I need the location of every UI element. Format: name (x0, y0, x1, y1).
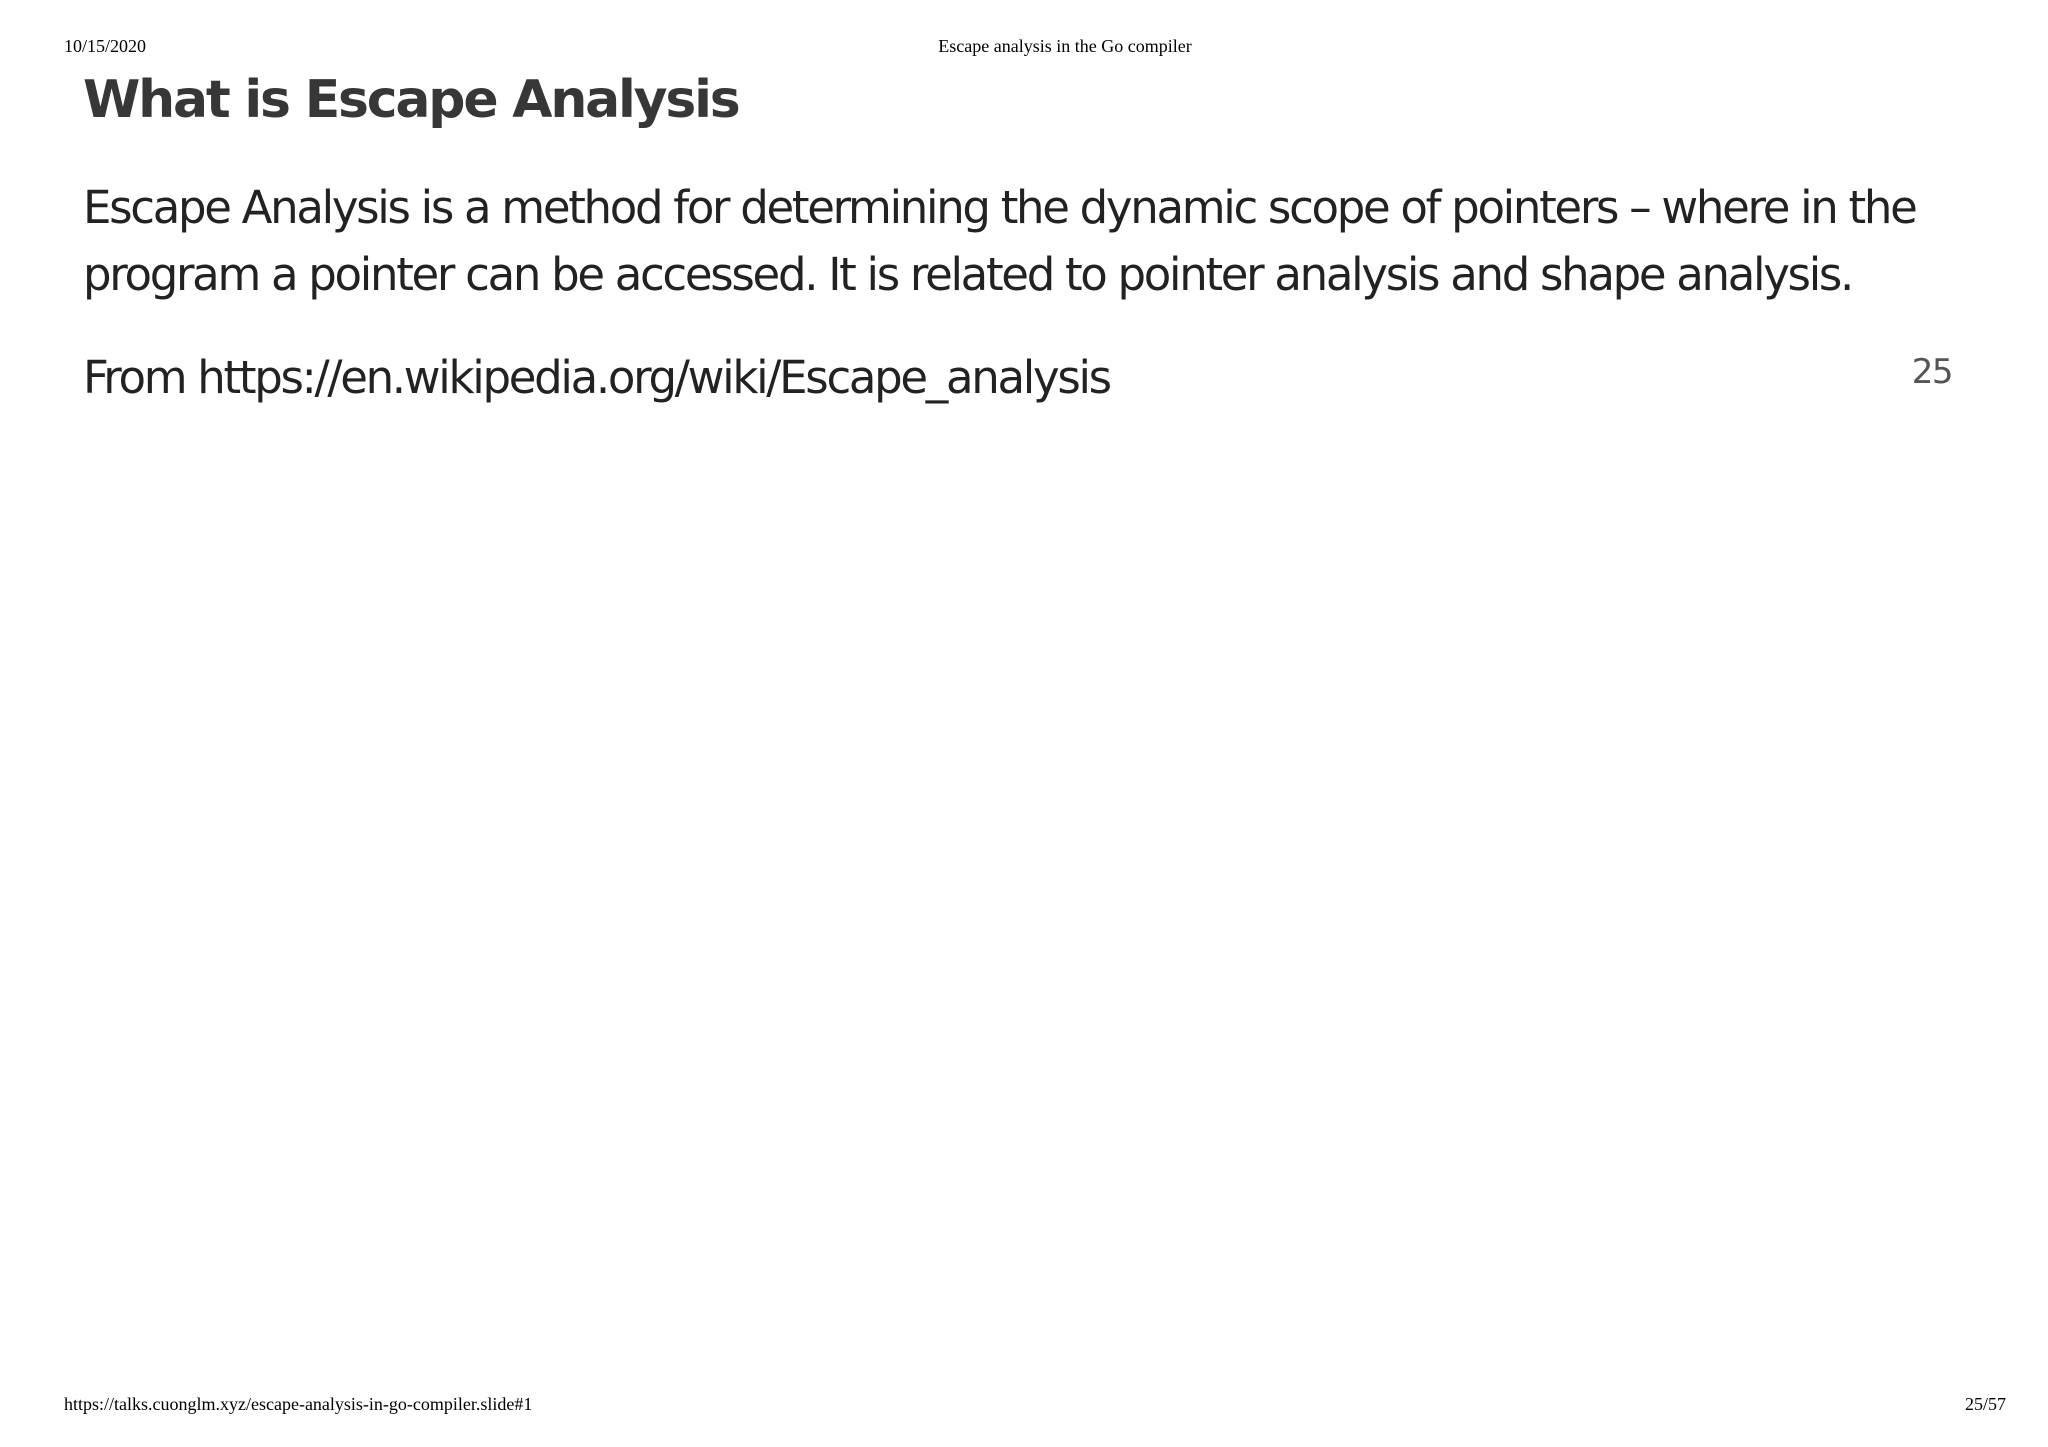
print-date: 10/15/2020 (64, 36, 147, 56)
slide-source-text: From https://en.wikipedia.org/wiki/Escape_analysis (83, 351, 1110, 404)
slide-title: What is Escape Analysis (83, 70, 739, 130)
slide-number: 25 (1911, 352, 1952, 392)
slide-body-text: Escape Analysis is a method for determining the dynamic scope of pointers – where in the program a pointer can be accessed. It is related to pointer analysis and shape analysis. (83, 181, 1916, 301)
slide (0, 60, 2048, 420)
print-document-title: Escape analysis in the Go compiler (938, 36, 1192, 56)
print-page-indicator: 25/57 (1964, 1394, 2006, 1414)
print-header (0, 36, 2048, 60)
print-footer (0, 1394, 2048, 1418)
print-url: https://talks.cuonglm.xyz/escape-analysis-in-go-compiler.slide#1 (64, 1394, 533, 1414)
